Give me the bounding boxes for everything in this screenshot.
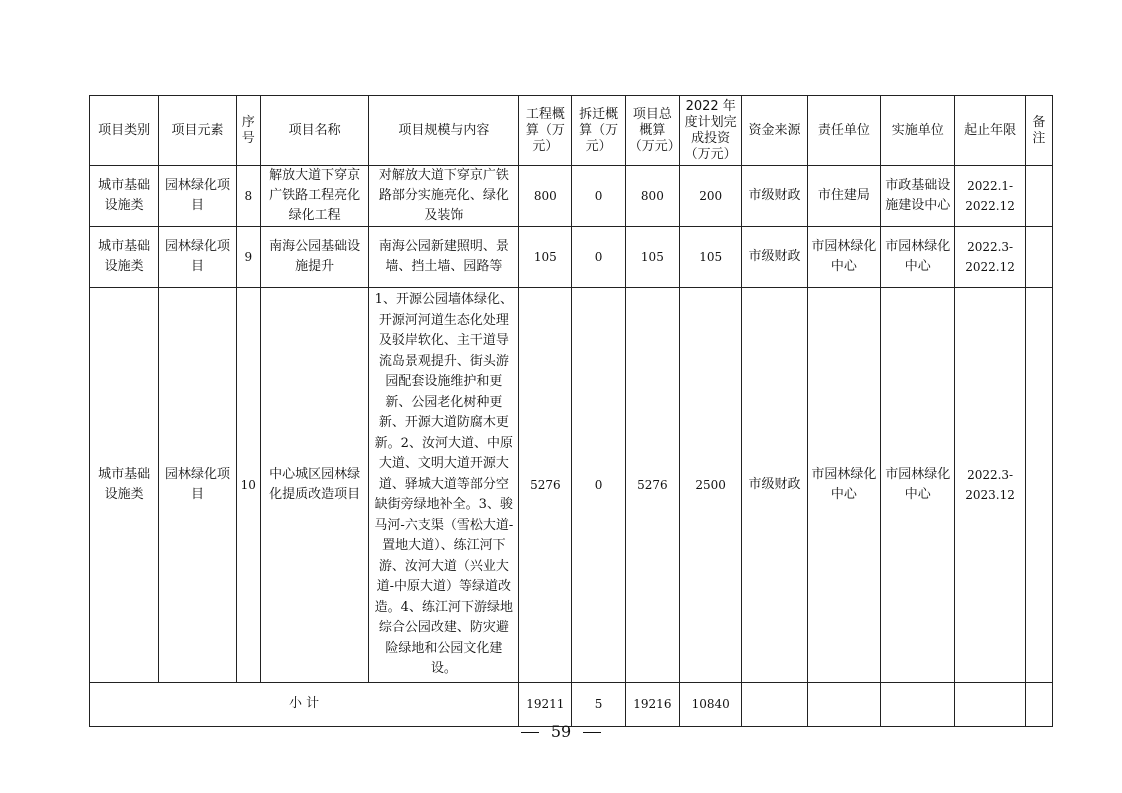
cell-plan-invest: 200 (680, 166, 742, 227)
cell-remark (1025, 227, 1052, 288)
cell-scale: 南海公园新建照明、景墙、挡土墙、园路等 (369, 227, 519, 288)
cell-name: 解放大道下穿京广铁路工程亮化绿化工程 (260, 166, 369, 227)
cell-element: 园林绿化项目 (159, 288, 236, 683)
cell-fund-source: 市级财政 (742, 166, 807, 227)
cell-remark (1025, 166, 1052, 227)
cell-fund-source: 市级财政 (742, 227, 807, 288)
cell-resp-unit: 市园林绿化中心 (807, 288, 880, 683)
subtotal-empty-cell (881, 682, 955, 726)
header-row (90, 96, 1053, 166)
header-resp-unit: 责任单位 (807, 96, 880, 166)
cell-remark (1025, 288, 1052, 683)
cell-impl-unit: 市政基础设施建设中心 (881, 166, 955, 227)
cell-element: 园林绿化项目 (159, 166, 236, 227)
cell-scale: 对解放大道下穿京广铁路部分实施亮化、绿化及装饰 (369, 166, 519, 227)
header-element: 项目元素 (159, 96, 236, 166)
header-category: 项目类别 (90, 96, 159, 166)
subtotal-eng-cost: 19211 (519, 682, 572, 726)
header-scale: 项目规模与内容 (369, 96, 519, 166)
cell-name: 中心城区园林绿化提质改造项目 (260, 288, 369, 683)
cell-eng-cost: 5276 (519, 288, 572, 683)
subtotal-label: 小 计 (90, 682, 519, 726)
cell-element: 园林绿化项目 (159, 227, 236, 288)
cell-resp-unit: 市园林绿化中心 (807, 227, 880, 288)
subtotal-row (90, 682, 1053, 726)
dash-right (583, 732, 601, 733)
page-footer (0, 722, 1122, 741)
dash-left (521, 732, 539, 733)
cell-category: 城市基础设施类 (90, 166, 159, 227)
cell-resp-unit: 市住建局 (807, 166, 880, 227)
header-period: 起止年限 (955, 96, 1025, 166)
cell-fund-source: 市级财政 (742, 288, 807, 683)
table-row (90, 227, 1053, 288)
cell-demo-cost: 0 (572, 166, 625, 227)
cell-period: 2022.3-2023.12 (955, 288, 1025, 683)
header-demo-cost: 拆迁概算（万元） (572, 96, 625, 166)
header-plan-invest: 2022 年度计划完成投资（万元） (680, 96, 742, 166)
cell-total-cost: 105 (625, 227, 679, 288)
table-row (90, 288, 1053, 683)
subtotal-empty-cell (742, 682, 807, 726)
cell-seq: 9 (236, 227, 260, 288)
cell-category: 城市基础设施类 (90, 288, 159, 683)
cell-period: 2022.3-2022.12 (955, 227, 1025, 288)
subtotal-total-cost: 19216 (625, 682, 679, 726)
cell-category: 城市基础设施类 (90, 227, 159, 288)
page-number: 59 (550, 722, 572, 741)
subtotal-empty-cell (955, 682, 1025, 726)
cell-eng-cost: 105 (519, 227, 572, 288)
cell-total-cost: 5276 (625, 288, 679, 683)
cell-impl-unit: 市园林绿化中心 (881, 288, 955, 683)
project-table (89, 95, 1053, 727)
cell-seq: 8 (236, 166, 260, 227)
subtotal-empty-cell (1025, 682, 1052, 726)
header-impl-unit: 实施单位 (881, 96, 955, 166)
cell-scale: 1、开源公园墙体绿化、开源河河道生态化处理及驳岸软化、主干道导流岛景观提升、街头游园配套设施维护和更新、公园老化树种更新、开源大道防腐木更新。2、汝河大道、中原大道、文明大道开源大道、驿城大道等部分空缺街旁绿地补全。3、骏马河-六支渠（雪松大道-置地大道）、练江河下游、汝河大道（兴业大道-中原大道）等绿道改造。4、练江河下游绿地综合公园改建、防灾避险绿地和公园文化建设。 (369, 288, 519, 683)
cell-total-cost: 800 (625, 166, 679, 227)
table-row (90, 166, 1053, 227)
cell-demo-cost: 0 (572, 288, 625, 683)
header-fund-source: 资金来源 (742, 96, 807, 166)
header-remark: 备注 (1025, 96, 1052, 166)
subtotal-demo-cost: 5 (572, 682, 625, 726)
cell-name: 南海公园基础设施提升 (260, 227, 369, 288)
cell-seq: 10 (236, 288, 260, 683)
header-total-cost: 项目总概算（万元） (625, 96, 679, 166)
cell-plan-invest: 105 (680, 227, 742, 288)
cell-demo-cost: 0 (572, 227, 625, 288)
subtotal-plan-invest: 10840 (680, 682, 742, 726)
cell-impl-unit: 市园林绿化中心 (881, 227, 955, 288)
cell-period: 2022.1-2022.12 (955, 166, 1025, 227)
header-eng-cost: 工程概算（万元） (519, 96, 572, 166)
subtotal-empty-cell (807, 682, 880, 726)
cell-plan-invest: 2500 (680, 288, 742, 683)
header-seq: 序号 (236, 96, 260, 166)
header-name: 项目名称 (260, 96, 369, 166)
cell-eng-cost: 800 (519, 166, 572, 227)
